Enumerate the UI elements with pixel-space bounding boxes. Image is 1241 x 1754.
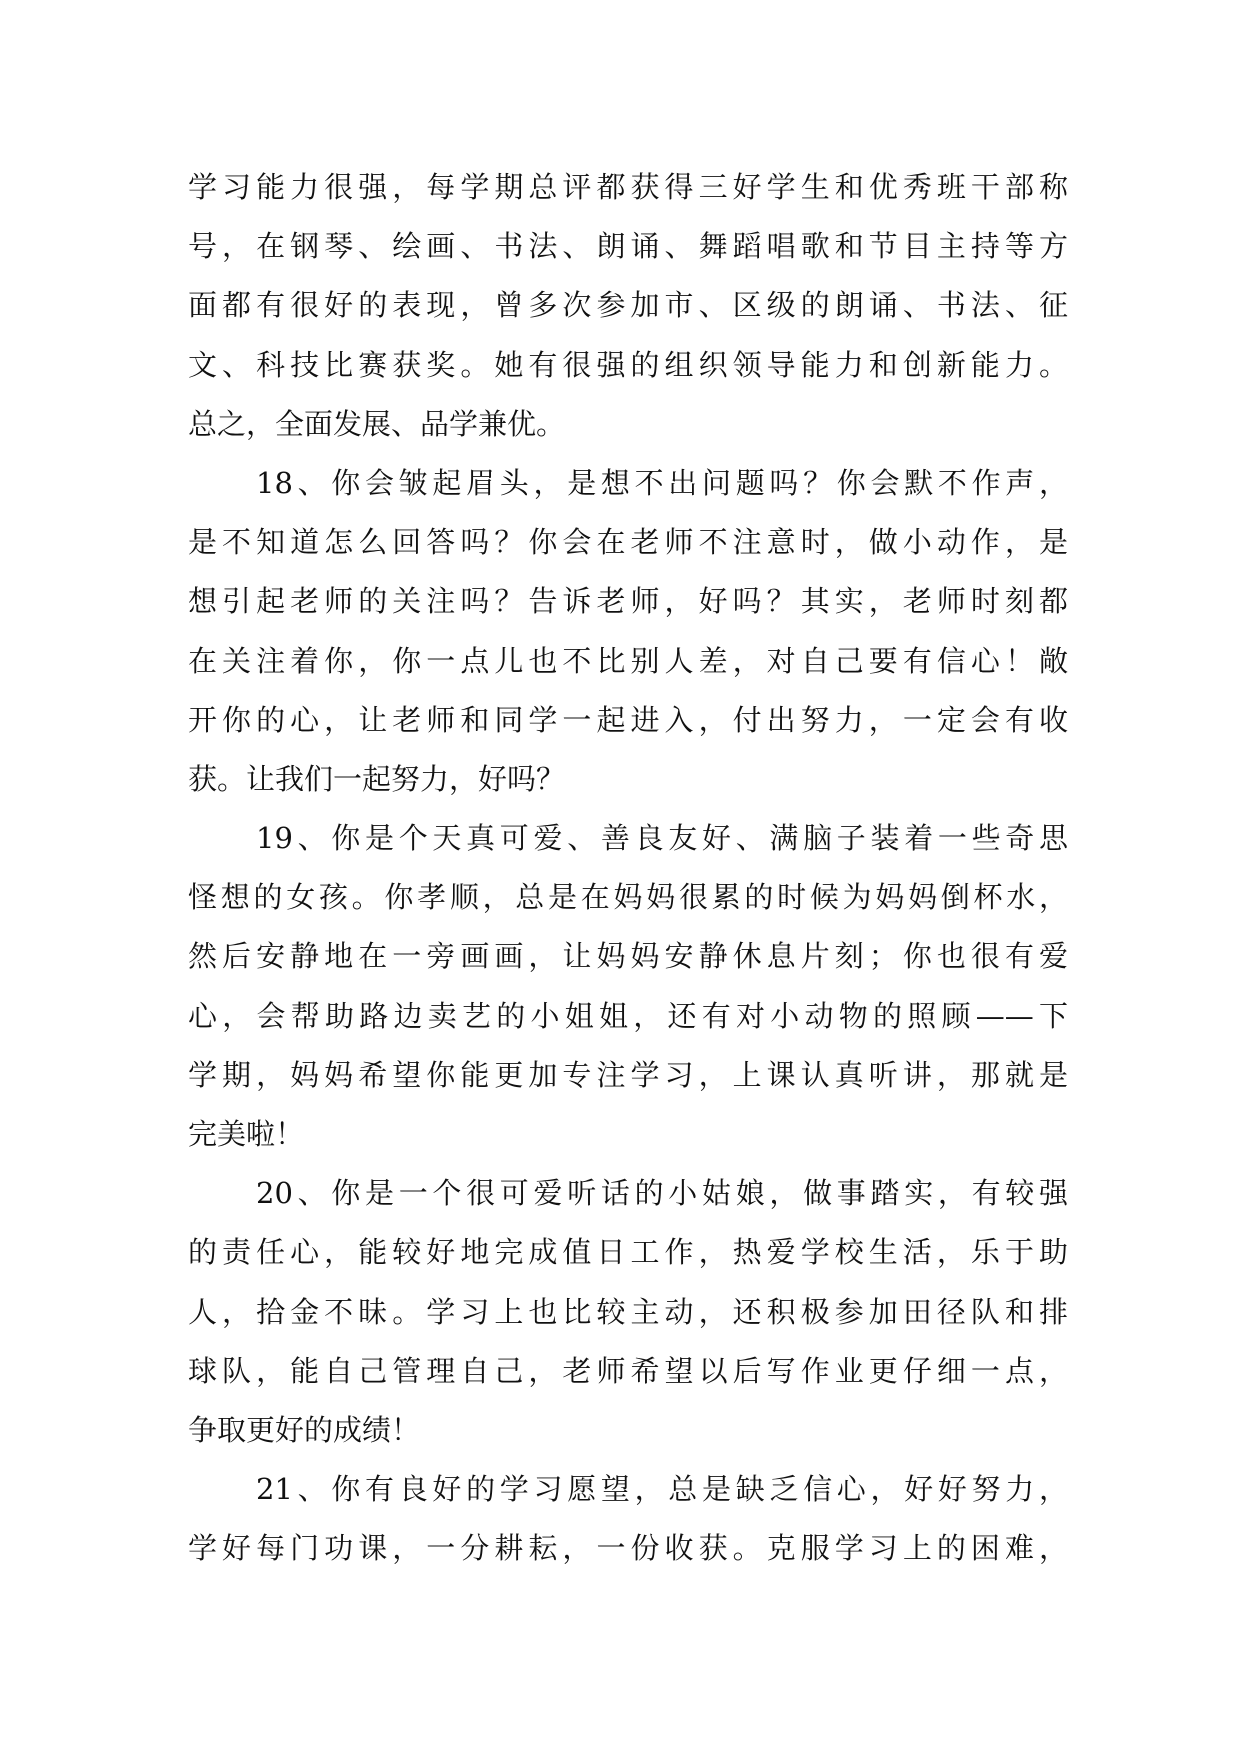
text-line: 18、你会皱起眉头，是想不出问题吗？你会默不作声， <box>256 465 1068 500</box>
document-body <box>188 158 1068 1579</box>
text-line: 总之，全面发展、品学兼优。 <box>188 406 566 441</box>
text-line: 获。让我们一起努力，好吗？ <box>188 761 566 796</box>
text-line: 人，拾金不昧。学习上也比较主动，还积极参加田径队和排 <box>188 1294 1068 1329</box>
text-line: 开你的心，让老师和同学一起进入，付出努力，一定会有收 <box>188 702 1068 737</box>
text-line: 在关注着你，你一点儿也不比别人差，对自己要有信心！敞 <box>188 643 1068 678</box>
text-line: 号，在钢琴、绘画、书法、朗诵、舞蹈唱歌和节目主持等方 <box>188 229 1068 264</box>
text-line: 20、你是一个很可爱听话的小姑娘，做事踏实，有较强 <box>256 1176 1068 1211</box>
text-line: 然后安静地在一旁画画，让妈妈安静休息片刻；你也很有爱 <box>188 939 1068 974</box>
text-line: 19、你是个天真可爱、善良友好、满脑子装着一些奇思 <box>256 821 1068 856</box>
text-line: 学期，妈妈希望你能更加专注学习，上课认真听讲，那就是 <box>188 1057 1068 1092</box>
text-line: 球队，能自己管理自己，老师希望以后写作业更仔细一点， <box>188 1353 1068 1388</box>
text-line: 是不知道怎么回答吗？你会在老师不注意时，做小动作，是 <box>188 525 1068 560</box>
text-line: 想引起老师的关注吗？告诉老师，好吗？其实，老师时刻都 <box>188 584 1068 619</box>
text-line: 心，会帮助路边卖艺的小姐姐，还有对小动物的照顾——下 <box>188 998 1068 1033</box>
text-line: 争取更好的成绩！ <box>188 1412 421 1447</box>
text-line: 文、科技比赛获奖。她有很强的组织领导能力和创新能力。 <box>188 347 1068 382</box>
text-line: 学习能力很强，每学期总评都获得三好学生和优秀班干部称 <box>188 170 1068 204</box>
text-line: 完美啦！ <box>188 1117 305 1151</box>
text-line: 21、你有良好的学习愿望，总是缺乏信心，好好努力， <box>256 1472 1068 1507</box>
text-line: 面都有很好的表现，曾多次参加市、区级的朗诵、书法、征 <box>188 288 1068 323</box>
text-line: 的责任心，能较好地完成值日工作，热爱学校生活，乐于助 <box>188 1235 1068 1270</box>
text-line: 怪想的女孩。你孝顺，总是在妈妈很累的时候为妈妈倒杯水， <box>188 880 1068 915</box>
text-line: 学好每门功课，一分耕耘，一份收获。克服学习上的困难， <box>188 1531 1068 1566</box>
